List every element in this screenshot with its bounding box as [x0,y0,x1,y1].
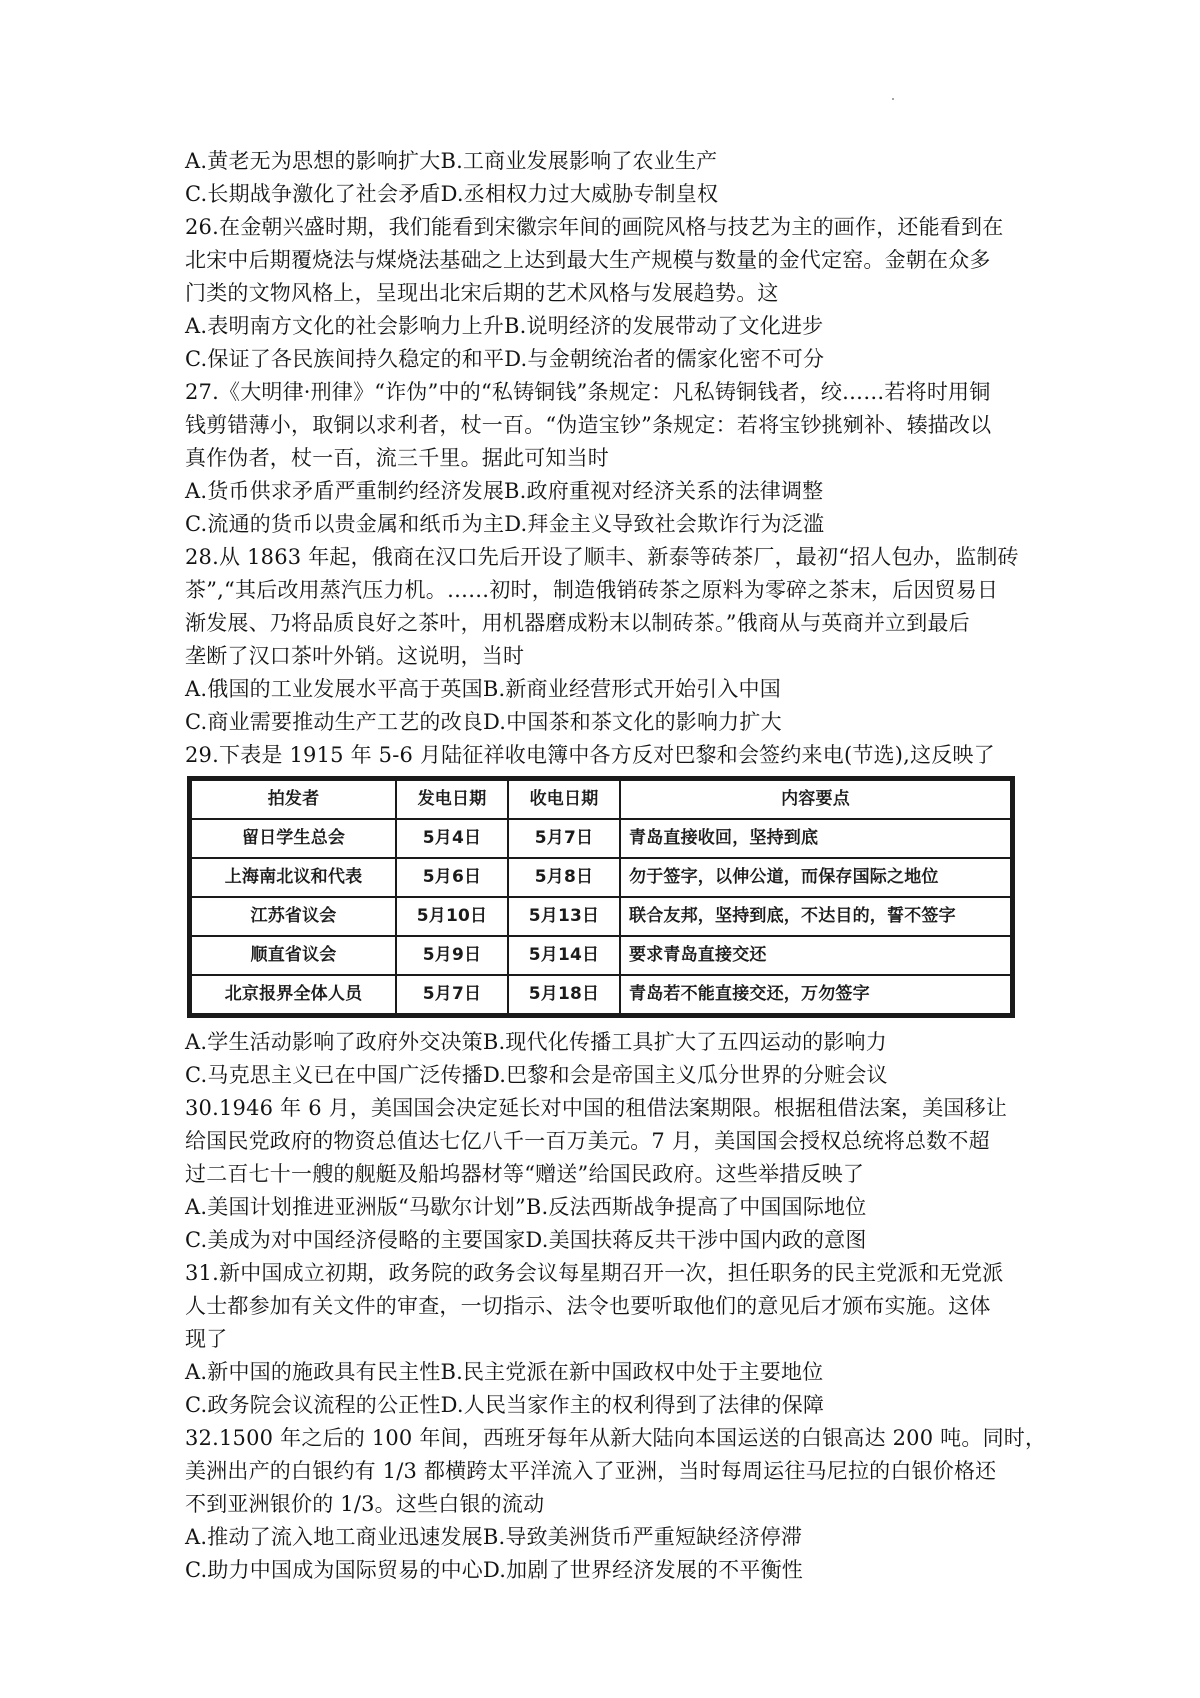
stem-line: 现了 [185,1327,228,1351]
cell-sender: 江苏省议会 [191,897,396,936]
option-row [185,343,1025,376]
cell-sender: 顺直省议会 [191,936,396,975]
cell-sender: 北京报界全体人员 [191,975,396,1014]
telegram-table [190,779,1012,1015]
stem-line: 美洲出产的白银约有 1/3 都横跨太平洋流入了亚洲，当时每周运往马尼拉的白银价格还 [185,1459,997,1483]
option-d: D.巴黎和会是帝国主义瓜分世界的分赃会议 [483,1063,888,1087]
option-b: B.新商业经营形式开始引入中国 [482,677,781,701]
stem-line: 门类的文物风格上，呈现出北宋后期的艺术风格与发展趋势。这 [185,281,779,305]
option-row [185,1389,1025,1422]
question-stem [185,1257,1025,1356]
question-26 [185,211,1025,376]
option-b: B.现代化传播工具扩大了五四运动的影响力 [482,1030,887,1054]
question-29 [185,739,1025,1092]
stem-line: 垄断了汉口茶叶外销。这说明，当时 [185,644,525,668]
question-25-options [185,145,1025,211]
cell-sent-date: 5月9日 [396,936,508,975]
cell-content: 要求青岛直接交还 [620,936,1011,975]
cell-received-date: 5月8日 [508,858,620,897]
col-header-sender: 拍发者 [191,780,396,819]
option-row [185,1521,1025,1554]
option-row [185,706,1025,739]
option-row [185,1059,1025,1092]
option-d: D.中国茶和茶文化的影响力扩大 [483,710,782,734]
option-c: C.马克思主义已在中国广泛传播 [185,1063,483,1087]
option-row [185,1554,1025,1587]
cell-received-date: 5月18日 [508,975,620,1014]
col-header-received-date: 收电日期 [508,780,620,819]
cell-received-date: 5月7日 [508,819,620,858]
option-d: D.人民当家作主的权利得到了法律的保障 [440,1393,825,1417]
option-b: B.导致美洲货币严重短缺经济停滞 [482,1525,803,1549]
option-c: C.保证了各民族间持久稳定的和平 [185,347,505,371]
stem-line: 钱剪错薄小，取铜以求利者，杖一百。“伪造宝钞”条规定：若将宝钞挑剜补、辏描改以 [185,413,992,437]
table-row [191,936,1011,975]
stem-line: 30.1946 年 6 月，美国国会决定延长对中国的租借法案期限。根据租借法案，美国移让 [185,1096,1008,1120]
option-a: A.表明南方文化的社会影响力上升 [185,314,505,338]
question-content [185,145,1047,1587]
cell-content: 青岛直接收回，坚持到底 [620,819,1011,858]
stem-line: 茶”,“其后改用蒸汽压力机。……初时，制造俄销砖茶之原料为零碎之茶末，后因贸易日 [185,578,999,602]
question-stem [185,739,1025,772]
option-b: B.说明经济的发展带动了文化进步 [504,314,824,338]
stem-line: 人士都参加有关文件的审查，一切指示、法令也要听取他们的意见后才颁布实施。这体 [185,1294,991,1318]
table-row [191,819,1011,858]
option-d: D.美国扶蒋反共干涉中国内政的意图 [525,1228,867,1252]
option-row [185,310,1025,343]
option-row [185,475,1025,508]
option-a: A.学生活动影响了政府外交决策 [185,1030,483,1054]
stem-line: 真作伪者，杖一百，流三千里。据此可知当时 [185,446,609,470]
stem-line: 27.《大明律·刑律》“诈伪”中的“私铸铜钱”条规定：凡私铸铜钱者，绞……若将时用铜 [185,380,991,404]
question-stem [185,541,1025,673]
question-stem [185,211,1025,310]
table-row [191,858,1011,897]
stem-line: 28.从 1863 年起，俄商在汉口先后开设了顺丰、新泰等砖茶厂，最初“招人包办，监制砖 [185,545,1019,569]
cell-sent-date: 5月7日 [396,975,508,1014]
scan-speck [892,98,894,100]
cell-sender: 上海南北议和代表 [191,858,396,897]
table-header-row [191,780,1011,819]
question-stem [185,1422,1047,1521]
cell-content: 青岛若不能直接交还，万勿签字 [620,975,1011,1014]
stem-line: 29.下表是 1915 年 5-6 月陆征祥收电簿中各方反对巴黎和会签约来电(节选),这反映了 [185,743,995,767]
question-30 [185,1092,1025,1257]
option-a: A.俄国的工业发展水平高于英国 [185,677,483,701]
option-c: C.政务院会议流程的公正性 [185,1393,441,1417]
option-row [185,508,1025,541]
question-27 [185,376,1025,541]
cell-sent-date: 5月6日 [396,858,508,897]
col-header-sent-date: 发电日期 [396,780,508,819]
option-b: B.工商业发展影响了农业生产 [440,149,718,173]
cell-sender: 留日学生总会 [191,819,396,858]
option-row [185,1224,1025,1257]
cell-received-date: 5月13日 [508,897,620,936]
table-row [191,975,1011,1014]
stem-line: 不到亚洲银价的 1/3。这些白银的流动 [185,1492,545,1516]
option-row [185,1191,1025,1224]
option-d: D.与金朝统治者的儒家化密不可分 [504,347,825,371]
option-a: A.美国计划推进亚洲版“马歇尔计划” [185,1195,526,1219]
option-c: C.助力中国成为国际贸易的中心 [185,1558,483,1582]
cell-sent-date: 5月10日 [396,897,508,936]
question-31 [185,1257,1025,1422]
cell-content: 联合友邦，坚持到底，不达目的，誓不签字 [620,897,1011,936]
option-row [185,1026,1025,1059]
option-a: A.黄老无为思想的影响扩大 [185,149,441,173]
option-b: B.政府重视对经济关系的法律调整 [504,479,824,503]
option-b: B.反法西斯战争提高了中国国际地位 [525,1195,867,1219]
option-d: D.拜金主义导致社会欺诈行为泛滥 [504,512,825,536]
option-c: C.流通的货币以贵金属和纸币为主 [185,512,505,536]
cell-received-date: 5月14日 [508,936,620,975]
question-stem [185,1092,1025,1191]
table-row [191,897,1011,936]
option-a: A.推动了流入地工商业迅速发展 [185,1525,483,1549]
question-32 [185,1422,1047,1587]
col-header-content: 内容要点 [620,780,1011,819]
option-d: D.加剧了世界经济发展的不平衡性 [483,1558,803,1582]
stem-line: 给国民党政府的物资总值达七亿八千一百万美元。7 月，美国国会授权总统将总数不超 [185,1129,990,1153]
option-row [185,673,1025,706]
option-c: C.商业需要推动生产工艺的改良 [185,710,483,734]
option-row [185,178,1025,211]
option-b: B.民主党派在新中国政权中处于主要地位 [440,1360,824,1384]
option-row [185,1356,1025,1389]
cell-content: 勿于签字，以伸公道，而保存国际之地位 [620,858,1011,897]
option-d: D.丞相权力过大威胁专制皇权 [440,182,719,206]
stem-line: 过二百七十一艘的舰艇及船坞器材等“赠送”给国民政府。这些举措反映了 [185,1162,865,1186]
telegram-table-frame [187,776,1015,1018]
stem-line: 26.在金朝兴盛时期，我们能看到宋徽宗年间的画院风格与技艺为主的画作，还能看到在 [185,215,1004,239]
stem-line: 渐发展、乃将品质良好之茶叶，用机器磨成粉末以制砖茶。”俄商从与英商并立到最后 [185,611,970,635]
option-a: A.货币供求矛盾严重制约经济发展 [185,479,505,503]
option-row [185,145,1025,178]
option-c: C.美成为对中国经济侵略的主要国家 [185,1228,526,1252]
stem-line: 北宋中后期覆烧法与煤烧法基础之上达到最大生产规模与数量的金代定窑。金朝在众多 [185,248,991,272]
question-stem [185,376,1025,475]
cell-sent-date: 5月4日 [396,819,508,858]
stem-line: 32.1500 年之后的 100 年间，西班牙每年从新大陆向本国运送的白银高达 200 吨。同时， [185,1426,1047,1450]
stem-line: 31.新中国成立初期，政务院的政务会议每星期召开一次，担任职务的民主党派和无党派 [185,1261,1004,1285]
option-c: C.长期战争激化了社会矛盾 [185,182,441,206]
option-a: A.新中国的施政具有民主性 [185,1360,441,1384]
question-28 [185,541,1025,739]
